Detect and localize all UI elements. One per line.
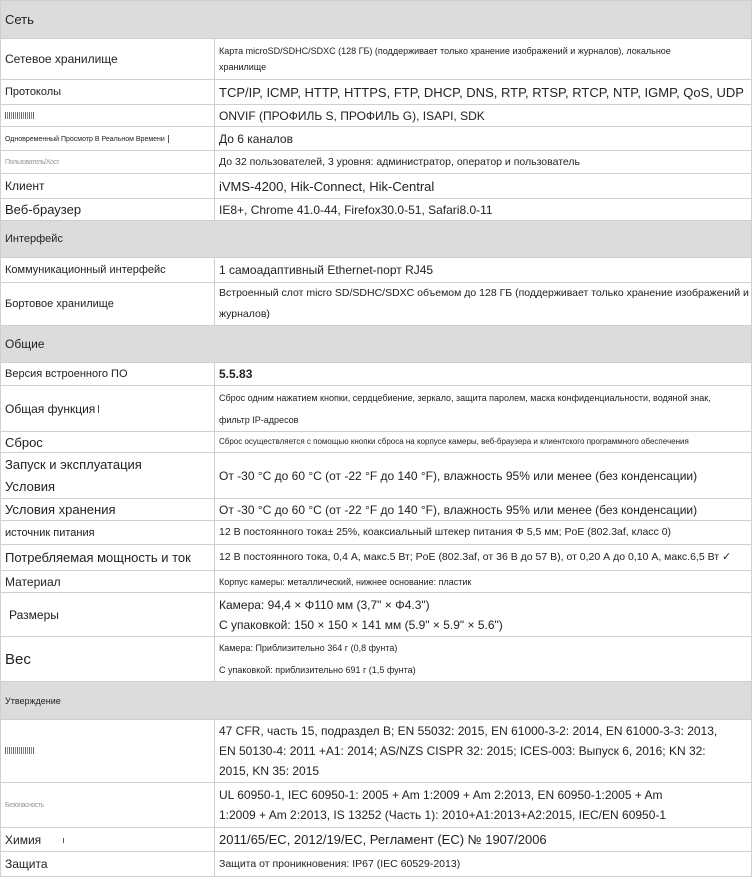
table-row bbox=[1, 545, 752, 571]
table-row bbox=[1, 432, 752, 453]
row-value bbox=[215, 637, 752, 682]
row-key-text: Одновременный Просмотр В Реальном Времени bbox=[5, 135, 165, 143]
barcode-icon bbox=[5, 112, 35, 119]
row-value: 5.5.83 bbox=[215, 363, 752, 386]
table-row bbox=[1, 783, 752, 828]
row-key: источник питания bbox=[1, 521, 215, 545]
row-key-text: Химия bbox=[5, 832, 42, 847]
table-row bbox=[1, 258, 752, 283]
tick-icon bbox=[63, 838, 64, 843]
value-line: 1:2009 + Am 2:2013, IS 13252 (Часть 1): 2010+A1:2013+A2:2015, IEC/EN 60950-1 bbox=[219, 808, 667, 822]
row-value bbox=[215, 545, 752, 571]
section-title: Интерфейс bbox=[1, 221, 752, 258]
row-value: Корпус камеры: металлический, нижнее основание: пластик bbox=[215, 571, 752, 593]
row-value: 1 самоадаптивный Ethernet-порт RJ45 bbox=[215, 258, 752, 283]
row-value: 12 В постоянного тока± 25%, коаксиальный штекер питания Φ 5,5 мм; PoE (802.3af, класс 0) bbox=[215, 521, 752, 545]
table-row bbox=[1, 127, 752, 151]
table-row bbox=[1, 283, 752, 326]
section-title: Утверждение bbox=[1, 682, 752, 720]
section-title: Сеть bbox=[1, 1, 752, 39]
row-value bbox=[215, 783, 752, 828]
value-line: С упаковкой: приблизительно 691 г (1,5 фунта) bbox=[219, 665, 416, 675]
row-key bbox=[1, 105, 215, 127]
row-key-line: Условия bbox=[5, 478, 56, 494]
table-row bbox=[1, 828, 752, 852]
row-key: Размеры bbox=[1, 593, 215, 637]
row-key: Клиент bbox=[1, 174, 215, 199]
row-value: До 32 пользователей, 3 уровня: администратор, оператор и пользователь bbox=[215, 151, 752, 174]
row-value bbox=[215, 39, 752, 80]
row-value: iVMS-4200, Hik-Connect, Hik-Central bbox=[215, 174, 752, 199]
row-key bbox=[1, 453, 215, 499]
value-line: Камера: Приблизительно 364 г (0,8 фунта) bbox=[219, 643, 398, 653]
section-network bbox=[1, 1, 752, 39]
row-value: 2011/65/EC, 2012/19/EC, Регламент (EC) № 1907/2006 bbox=[215, 828, 752, 852]
check-icon: ✓ bbox=[722, 551, 732, 563]
value-line: фильтр IP-адресов bbox=[219, 414, 299, 425]
row-value: IE8+, Chrome 41.0-44, Firefox30.0-51, Safari8.0-11 bbox=[215, 199, 752, 221]
value-line: 47 CFR, часть 15, подраздел B; EN 55032: 2015, EN 61000-3-2: 2014, EN 61000-3-3: 2013, bbox=[219, 724, 718, 738]
row-key: Коммуникационный интерфейс bbox=[1, 258, 215, 283]
value-text: 12 В постоянного тока, 0,4 А, макс.5 Вт; PoE (802.3af, от 36 В до 57 В), от 0,20 А до 0,10 А, макс.6,5 Вт bbox=[219, 551, 720, 563]
value-line: EN 50130-4: 2011 +A1: 2014; AS/NZS CISPR 32: 2015; ICES-003: Выпуск 6, 2016; KN 32: bbox=[219, 744, 706, 758]
table-row bbox=[1, 386, 752, 432]
row-key bbox=[1, 127, 215, 151]
row-value: От -30 °C до 60 °C (от -22 °F до 140 °F), влажность 95% или менее (без конденсации) bbox=[215, 499, 752, 521]
value-line: 2015, KN 35: 2015 bbox=[219, 764, 320, 778]
table-row bbox=[1, 199, 752, 221]
value-line: С упаковкой: 150 × 150 × 141 мм (5.9" × 5.9" × 5.6") bbox=[219, 617, 503, 632]
section-title: Общие bbox=[1, 326, 752, 363]
table-row bbox=[1, 720, 752, 783]
barcode-icon bbox=[5, 747, 35, 754]
table-row bbox=[1, 105, 752, 127]
table-row bbox=[1, 151, 752, 174]
value-line: хранилище bbox=[219, 62, 267, 72]
table-row bbox=[1, 521, 752, 545]
row-key: Протоколы bbox=[1, 80, 215, 105]
row-key: Вес bbox=[1, 637, 215, 682]
section-interface bbox=[1, 221, 752, 258]
table-row bbox=[1, 39, 752, 80]
row-value: От -30 °C до 60 °C (от -22 °F до 140 °F), влажность 95% или менее (без конденсации) bbox=[215, 453, 752, 499]
table-row bbox=[1, 80, 752, 105]
value-line: Камера: 94,4 × Φ110 мм (3,7" × Φ4.3") bbox=[219, 597, 430, 612]
tick-icon bbox=[98, 405, 99, 413]
table-row bbox=[1, 363, 752, 386]
row-value: Защита от проникновения: IP67 (IEC 60529-2013) bbox=[215, 852, 752, 877]
row-value: ONVIF (ПРОФИЛЬ S, ПРОФИЛЬ G), ISAPI, SDK bbox=[215, 105, 752, 127]
row-key: Сброс bbox=[1, 432, 215, 453]
row-key: Защита bbox=[1, 852, 215, 877]
table-row bbox=[1, 637, 752, 682]
table-row bbox=[1, 593, 752, 637]
section-approval bbox=[1, 682, 752, 720]
row-key: Безопасность bbox=[1, 783, 215, 828]
row-key: Версия встроенного ПО bbox=[1, 363, 215, 386]
row-key: Сетевое хранилище bbox=[1, 39, 215, 80]
row-value bbox=[215, 720, 752, 783]
row-key bbox=[1, 720, 215, 783]
row-key: Условия хранения bbox=[1, 499, 215, 521]
value-line: Карта microSD/SDHC/SDXC (128 ГБ) (поддерживает только хранение изображений и журналов), локальное bbox=[219, 46, 671, 56]
row-key-line: Запуск и эксплуатация bbox=[5, 456, 142, 472]
row-value: Сброс осуществляется с помощью кнопки сброса на корпусе камеры, веб-браузера и клиентского программного обеспечения bbox=[215, 432, 752, 453]
row-value: До 6 каналов bbox=[215, 127, 752, 151]
row-value bbox=[215, 593, 752, 637]
row-key: Потребляемая мощность и ток bbox=[1, 545, 215, 571]
row-key: Веб-браузер bbox=[1, 199, 215, 221]
section-general bbox=[1, 326, 752, 363]
value-line: UL 60950-1, IEC 60950-1: 2005 + Am 1:2009 + Am 2:2013, EN 60950-1:2005 + Am bbox=[219, 788, 663, 802]
row-key: Бортовое хранилище bbox=[1, 283, 215, 326]
table-row bbox=[1, 174, 752, 199]
row-value: Встроенный слот micro SD/SDHC/SDXC объемом до 128 ГБ (поддерживает только хранение изображений и журналов) bbox=[215, 283, 752, 326]
value-line: Сброс одним нажатием кнопки, сердцебиение, зеркало, защита паролем, маска конфиденциальности, водяной знак, bbox=[219, 392, 711, 403]
row-key: Пользователь/Хост bbox=[1, 151, 215, 174]
table-row bbox=[1, 453, 752, 499]
row-value: TCP/IP, ICMP, HTTP, HTTPS, FTP, DHCP, DNS, RTP, RTSP, RTCP, NTP, IGMP, QoS, UDP bbox=[215, 80, 752, 105]
row-key bbox=[1, 386, 215, 432]
row-key: Материал bbox=[1, 571, 215, 593]
table-row bbox=[1, 499, 752, 521]
table-row bbox=[1, 571, 752, 593]
row-key bbox=[1, 828, 215, 852]
tick-icon bbox=[168, 135, 169, 143]
row-value bbox=[215, 386, 752, 432]
row-key-text: Общая функция bbox=[5, 401, 96, 416]
